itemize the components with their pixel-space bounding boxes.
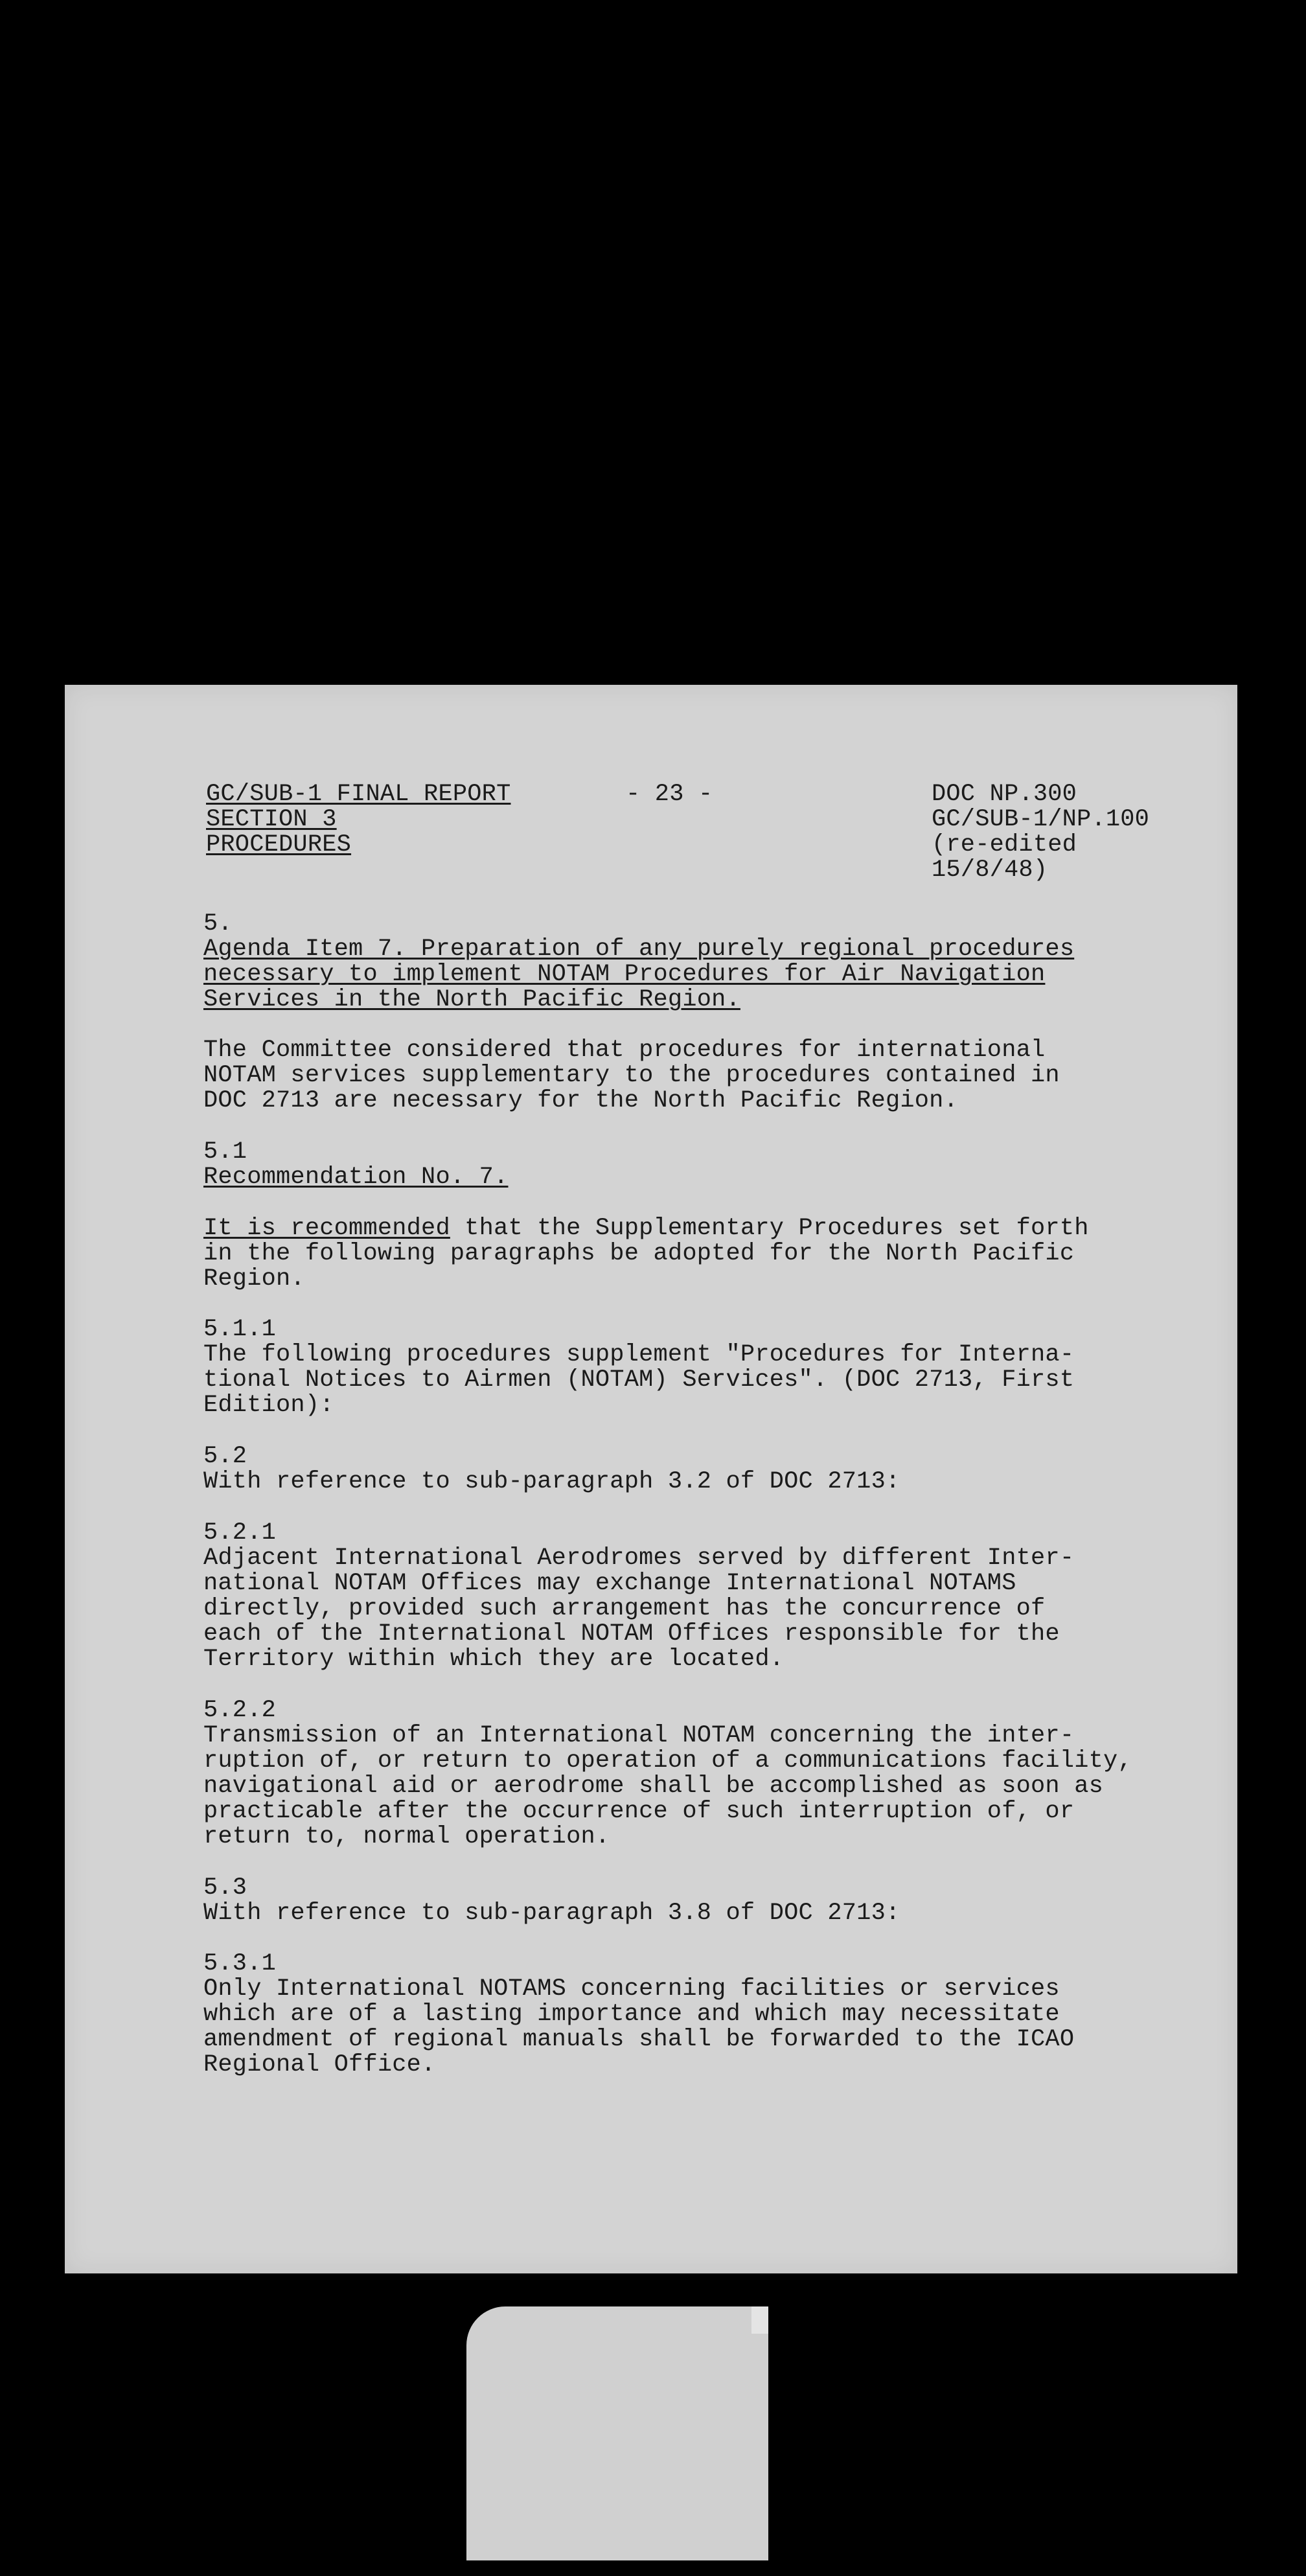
edit-date: 15/8/48): [932, 857, 1048, 884]
document-page: [65, 685, 1237, 2273]
body-line: amendment of regional manuals shall be forwarded to the ICAO: [203, 2026, 1075, 2053]
body-line: NOTAM services supplementary to the procedures contained in: [203, 1062, 1060, 1089]
section-5-1-1: [203, 1317, 1074, 1418]
agenda-title-line: Agenda Item 7. Preparation of any purely regional procedures: [203, 936, 1075, 963]
recommendation-title: Recommendation No. 7.: [203, 1164, 509, 1191]
header-right: [932, 782, 1149, 883]
body-line: The following procedures supplement "Procedures for Interna-: [203, 1341, 1075, 1368]
body-line: Only International NOTAMS concerning facilities or services: [203, 1975, 1060, 2003]
page-number: - 23 -: [626, 781, 713, 808]
section-5: [203, 912, 1074, 1013]
body-line: Edition):: [203, 1392, 334, 1419]
body-line: which are of a lasting importance and which may necessitate: [203, 2001, 1060, 2028]
section-number: 5.1.1: [203, 1316, 277, 1343]
body-line: Adjacent International Aerodromes served by different Inter-: [203, 1545, 1075, 1572]
section-number: 5.2: [203, 1443, 247, 1470]
re-edited-note: (re-edited: [932, 831, 1077, 858]
agenda-title-line: necessary to implement NOTAM Procedures for Air Navigation: [203, 961, 1046, 988]
body-line: return to, normal operation.: [203, 1823, 610, 1850]
body-line: With reference to sub-paragraph 3.8 of DOC 2713:: [203, 1900, 900, 1927]
body-line: Territory within which they are located.: [203, 1646, 785, 1673]
body-line: Region.: [203, 1265, 305, 1293]
section-5-1: [203, 1140, 508, 1190]
blank-target-card: [466, 2306, 768, 2560]
body-line: With reference to sub-paragraph 3.2 of DOC 2713:: [203, 1468, 900, 1495]
body-line: national NOTAM Offices may exchange International NOTAMS: [203, 1570, 1016, 1597]
section-number: 5.3: [203, 1874, 247, 1902]
body-line: directly, provided such arrangement has the concurrence of: [203, 1595, 1046, 1622]
section-5-2-1: [203, 1521, 1074, 1672]
section-5-2: [203, 1444, 900, 1495]
body-line: in the following paragraphs be adopted for the North Pacific: [203, 1240, 1075, 1267]
section-number: 5.: [203, 910, 233, 937]
body-line: each of the International NOTAM Offices responsible for the: [203, 1620, 1060, 1648]
body-line: DOC 2713 are necessary for the North Pacific Region.: [203, 1087, 958, 1114]
body-line: Regional Office.: [203, 2051, 436, 2078]
body-line: The Committee considered that procedures for international: [203, 1037, 1046, 1064]
section-5-2-2: [203, 1698, 1132, 1850]
procedures-label: PROCEDURES: [206, 831, 352, 858]
section-5-body: [203, 1038, 1060, 1114]
body-line: ruption of, or return to operation of a communications facility,: [203, 1747, 1132, 1775]
report-title: GC/SUB-1 FINAL REPORT: [206, 781, 511, 808]
section-label: SECTION 3: [206, 806, 337, 833]
body-line: tional Notices to Airmen (NOTAM) Services". (DOC 2713, First: [203, 1366, 1075, 1394]
agenda-title-line: Services in the North Pacific Region.: [203, 986, 740, 1013]
body-line: navigational aid or aerodrome shall be accomplished as soon as: [203, 1773, 1104, 1800]
section-5-1-body: [203, 1216, 1089, 1292]
section-number: 5.2.2: [203, 1697, 277, 1724]
body-line: practicable after the occurrence of such interruption of, or: [203, 1798, 1075, 1825]
section-number: 5.1: [203, 1138, 247, 1166]
body-line: that the Supplementary Procedures set forth: [450, 1215, 1089, 1242]
doc-number: DOC NP.300: [932, 781, 1077, 808]
section-5-3: [203, 1876, 900, 1926]
body-line: Transmission of an International NOTAM concerning the inter-: [203, 1722, 1075, 1749]
recommended-lead: It is recommended: [203, 1215, 450, 1242]
section-5-3-1: [203, 1951, 1074, 2078]
header-left: [206, 782, 510, 858]
section-number: 5.2.1: [203, 1519, 277, 1547]
doc-subnumber: GC/SUB-1/NP.100: [932, 806, 1150, 833]
section-number: 5.3.1: [203, 1950, 277, 1977]
